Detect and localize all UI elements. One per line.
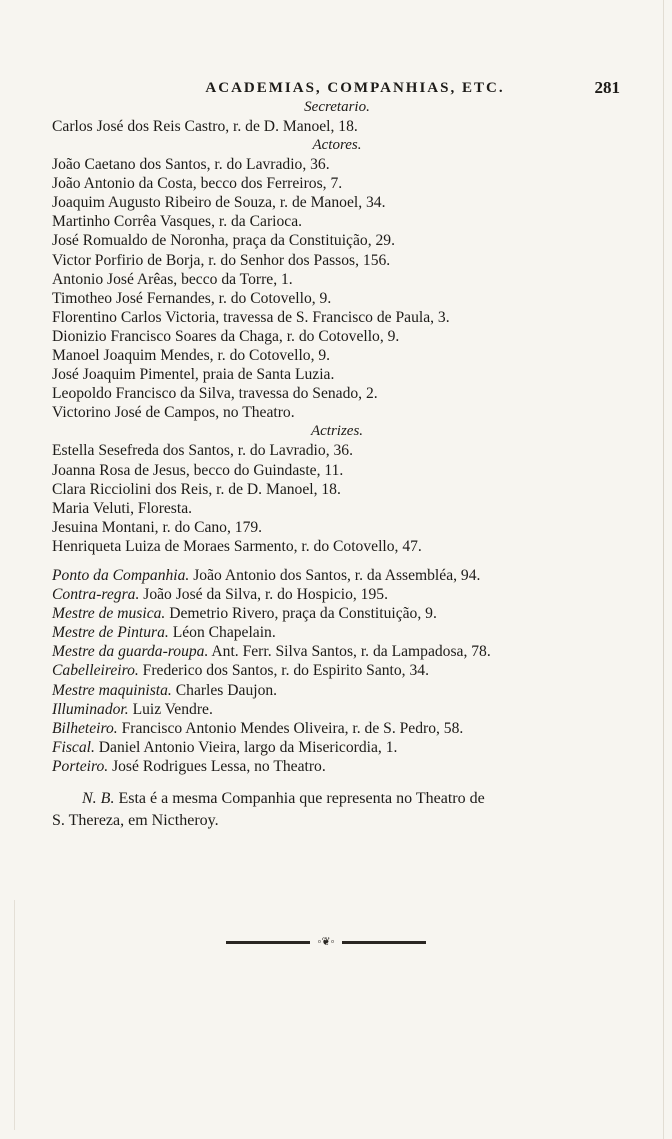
page-edge-shadow bbox=[663, 0, 664, 1139]
staff-role: Mestre de Pintura. bbox=[52, 624, 169, 642]
actress-entry: Estella Sesefreda dos Santos, r. do Lavradio, 36. bbox=[52, 442, 353, 460]
staff-role: Mestre de musica. bbox=[52, 605, 166, 623]
staff-entry bbox=[52, 566, 622, 585]
page-content bbox=[52, 98, 622, 832]
actor-entry: Florentino Carlos Victoria, travessa de S. Francisco de Paula, 3. bbox=[52, 308, 450, 326]
staff-detail: Francisco Antonio Mendes Oliveira, r. de S. Pedro, 58. bbox=[117, 719, 464, 737]
actress-entry: Clara Ricciolini dos Reis, r. de D. Manoel, 18. bbox=[52, 480, 341, 498]
actor-entry: Victor Porfirio de Borja, r. do Senhor dos Passos, 156. bbox=[52, 251, 391, 269]
staff-entry bbox=[52, 623, 622, 642]
actor-entry: Manoel Joaquim Mendes, r. do Cotovello, 9. bbox=[52, 347, 331, 365]
actor-entry: Joaquim Augusto Ribeiro de Souza, r. de Manoel, 34. bbox=[52, 194, 386, 212]
actress-entry: Henriqueta Luiza de Moraes Sarmento, r. do Cotovello, 47. bbox=[52, 537, 422, 555]
staff-detail: Frederico dos Santos, r. do Espirito Santo, 34. bbox=[138, 662, 429, 680]
staff-entry bbox=[52, 700, 622, 719]
ornament-bar-left bbox=[226, 941, 310, 944]
staff-entry bbox=[52, 738, 622, 757]
note-block bbox=[52, 788, 622, 832]
staff-entry bbox=[52, 642, 622, 661]
staff-detail: Demetrio Rivero, praça da Constituição, 9. bbox=[165, 605, 437, 623]
staff-list bbox=[52, 566, 622, 776]
actress-entry: Maria Veluti, Floresta. bbox=[52, 499, 193, 517]
page-number: 281 bbox=[594, 78, 620, 97]
staff-role: Mestre maquinista. bbox=[52, 681, 172, 699]
staff-role: Porteiro. bbox=[52, 757, 109, 775]
actrizes-list bbox=[52, 441, 622, 556]
staff-role: Contra-regra. bbox=[52, 586, 140, 604]
staff-entry bbox=[52, 604, 622, 623]
staff-role: Mestre da guarda-roupa. bbox=[52, 643, 209, 661]
running-head bbox=[50, 80, 620, 100]
staff-role: Ponto da Companhia. bbox=[52, 566, 190, 584]
actress-entry: Joanna Rosa de Jesus, becco do Guindaste, 11. bbox=[52, 461, 344, 479]
staff-entry bbox=[52, 681, 622, 700]
staff-role: Cabelleireiro. bbox=[52, 662, 139, 680]
staff-entry bbox=[52, 719, 622, 738]
note-label: N. B. bbox=[82, 790, 115, 807]
actores-list bbox=[52, 155, 622, 422]
note-text-1: Esta é a mesma Companhia que representa no Theatro de bbox=[114, 790, 485, 807]
staff-detail: João José da Silva, r. do Hospicio, 195. bbox=[139, 586, 388, 604]
staff-role: Fiscal. bbox=[52, 738, 95, 756]
actores-heading: Actores. bbox=[312, 137, 362, 154]
ornament-bar-right bbox=[342, 941, 426, 944]
staff-entry bbox=[52, 757, 622, 776]
staff-detail: Daniel Antonio Vieira, largo da Misericordia, 1. bbox=[94, 738, 398, 756]
ornament-divider bbox=[226, 938, 426, 948]
actor-entry: Timotheo José Fernandes, r. do Cotovello, 9. bbox=[52, 289, 332, 307]
actor-entry: José Romualdo de Noronha, praça da Constituição, 29. bbox=[52, 232, 395, 250]
actor-entry: Antonio José Arêas, becco da Torre, 1. bbox=[52, 270, 293, 288]
staff-detail: Ant. Ferr. Silva Santos, r. da Lampadosa, 78. bbox=[208, 643, 491, 661]
actor-entry: Victorino José de Campos, no Theatro. bbox=[52, 404, 295, 422]
actor-entry: João Caetano dos Santos, r. do Lavradio, 36. bbox=[52, 156, 330, 174]
staff-detail: José Rodrigues Lessa, no Theatro. bbox=[108, 757, 326, 775]
actrizes-heading: Actrizes. bbox=[310, 423, 364, 440]
page-title: ACADEMIAS, COMPANHIAS, ETC. bbox=[205, 80, 505, 96]
ornament-flourish-icon: ◦❦◦ bbox=[317, 936, 335, 948]
staff-detail: Léon Chapelain. bbox=[168, 624, 276, 642]
page-edge-mark bbox=[14, 900, 15, 1130]
note-line-1 bbox=[52, 788, 622, 810]
actor-entry: Leopoldo Francisco da Silva, travessa do Senado, 2. bbox=[52, 385, 378, 403]
note-line-2: S. Thereza, em Nictheroy. bbox=[52, 812, 219, 829]
staff-role: Illuminador. bbox=[52, 700, 129, 718]
staff-detail: Charles Daujon. bbox=[171, 681, 278, 699]
staff-detail: João Antonio dos Santos, r. da Assembléa, 94. bbox=[189, 566, 481, 584]
secretario-entry: Carlos José dos Reis Castro, r. de D. Manoel, 18. bbox=[52, 118, 358, 135]
actor-entry: José Joaquim Pimentel, praia de Santa Luzia. bbox=[52, 366, 335, 384]
actress-entry: Jesuina Montani, r. do Cano, 179. bbox=[52, 518, 263, 536]
staff-detail: Luiz Vendre. bbox=[128, 700, 213, 718]
staff-entry bbox=[52, 661, 622, 680]
actor-entry: Martinho Corrêa Vasques, r. da Carioca. bbox=[52, 213, 303, 231]
secretario-heading: Secretario. bbox=[304, 99, 370, 115]
actor-entry: João Antonio da Costa, becco dos Ferreiros, 7. bbox=[52, 175, 343, 193]
staff-role: Bilheteiro. bbox=[52, 719, 118, 737]
actor-entry: Dionizio Francisco Soares da Chaga, r. do Cotovello, 9. bbox=[52, 327, 400, 345]
staff-entry bbox=[52, 585, 622, 604]
